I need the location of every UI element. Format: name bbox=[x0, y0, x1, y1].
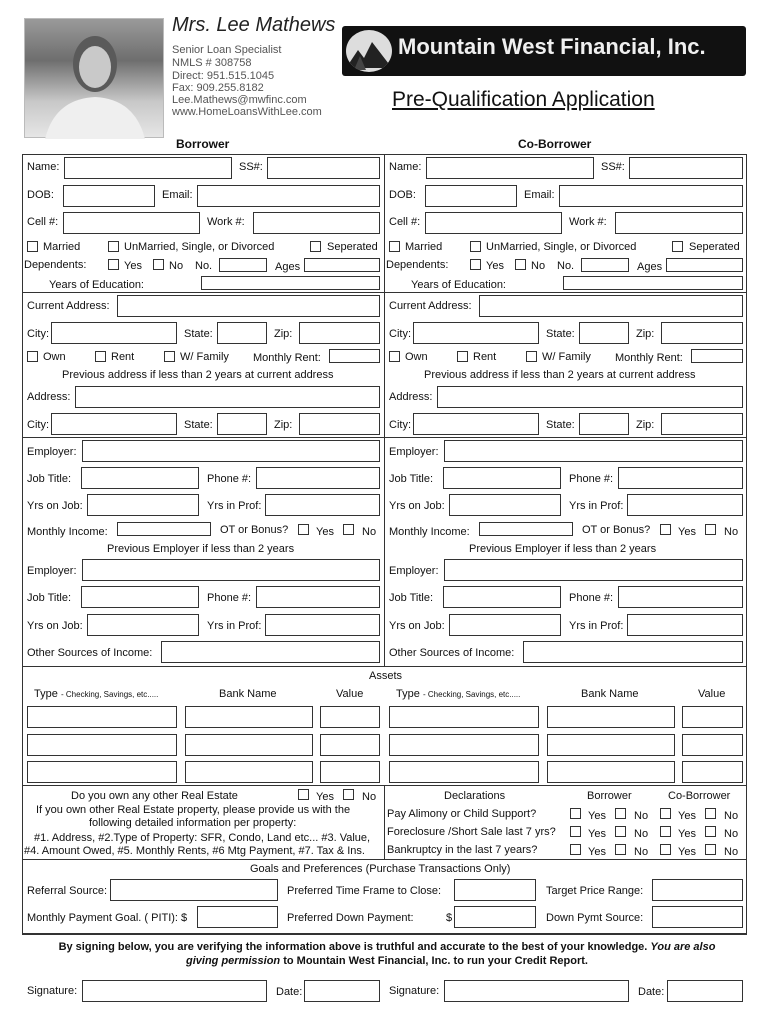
b-prev-city-label: City: bbox=[27, 419, 49, 431]
b-education-input[interactable] bbox=[201, 276, 380, 290]
signing-statement bbox=[52, 940, 722, 968]
declarations-title: Declarations bbox=[444, 790, 506, 802]
c-ot-no-checkbox[interactable] bbox=[705, 524, 716, 535]
b-city-input[interactable] bbox=[51, 322, 177, 344]
b-assets-value-header: Value bbox=[336, 688, 364, 700]
b-unmarried-label: UnMarried, Single, or Divorced bbox=[124, 241, 275, 253]
c-prev-job-label: Job Title: bbox=[389, 592, 434, 604]
c-asset-type-input-2[interactable] bbox=[389, 734, 539, 756]
b-other-income-input[interactable] bbox=[161, 641, 380, 663]
c-prev-yrs-job-input[interactable] bbox=[449, 614, 561, 636]
c-date-input[interactable] bbox=[667, 980, 743, 1002]
c-education-label: Years of Education: bbox=[411, 279, 506, 291]
b-asset-value-input-1[interactable] bbox=[320, 706, 380, 728]
b-own-label: Own bbox=[43, 351, 66, 363]
signing-statement-part1: By signing below, you are verifying the information above is truthful and accurate to the best of your knowledge. bbox=[58, 941, 648, 953]
b-ot-label: OT or Bonus? bbox=[220, 524, 289, 536]
c-work-label: Work #: bbox=[569, 216, 607, 228]
declaration-foreclosure-label: Foreclosure /Short Sale last 7 yrs? bbox=[387, 826, 556, 838]
b-ot-yes-label: Yes bbox=[316, 526, 334, 538]
b-asset-value-input-3[interactable] bbox=[320, 761, 380, 783]
b-married-checkbox[interactable] bbox=[27, 241, 38, 252]
c-job-input[interactable] bbox=[443, 467, 561, 489]
c-prev-zip-label: Zip: bbox=[636, 419, 655, 431]
c-asset-bank-input-2[interactable] bbox=[547, 734, 675, 756]
c-ss-input[interactable] bbox=[629, 157, 743, 179]
b-dependents-label: Dependents: bbox=[24, 259, 87, 271]
b-dependents-no-checkbox[interactable] bbox=[153, 259, 164, 270]
c-name-label: Name: bbox=[389, 161, 422, 173]
c-separated-label: Seperated bbox=[689, 241, 740, 253]
down-payment-dollar: $ bbox=[446, 912, 453, 924]
c-family-checkbox[interactable] bbox=[526, 351, 537, 362]
assets-title: Assets bbox=[369, 670, 403, 682]
c-monthly-rent-label: Monthly Rent: bbox=[615, 352, 683, 364]
c-prev-yrs-job-label: Yrs on Job: bbox=[389, 620, 445, 632]
b-asset-type-input-2[interactable] bbox=[27, 734, 177, 756]
b-employer-input[interactable] bbox=[82, 440, 380, 462]
target-price-label: Target Price Range: bbox=[546, 885, 644, 897]
c-prev-zip-input[interactable] bbox=[661, 413, 743, 435]
c-asset-type-input-1[interactable] bbox=[389, 706, 539, 728]
b-alimony-no-label: No bbox=[634, 810, 649, 822]
c-bankruptcy-yes-checkbox[interactable] bbox=[660, 844, 671, 855]
realestate-line1: If you own other Real Estate property, please provide us with the bbox=[36, 804, 351, 816]
realestate-no-checkbox[interactable] bbox=[343, 789, 354, 800]
declaration-alimony-label: Pay Alimony or Child Support? bbox=[387, 808, 537, 820]
b-assets-type-hint: - Checking, Savings, etc..... bbox=[61, 690, 159, 699]
c-ss-label: SS#: bbox=[601, 161, 625, 173]
b-signature-label: Signature: bbox=[27, 985, 78, 997]
b-asset-type-input-3[interactable] bbox=[27, 761, 177, 783]
c-city-input[interactable] bbox=[413, 322, 539, 344]
c-asset-type-input-3[interactable] bbox=[389, 761, 539, 783]
b-rent-label: Rent bbox=[111, 351, 135, 363]
c-dependents-no-label: No bbox=[531, 260, 546, 272]
realestate-no-label: No bbox=[362, 791, 377, 803]
c-unmarried-label: UnMarried, Single, or Divorced bbox=[486, 241, 637, 253]
c-foreclosure-yes-label: Yes bbox=[678, 828, 696, 840]
agent-website[interactable]: www.HomeLoansWithLee.com bbox=[172, 106, 322, 118]
c-dependents-number-label: No. bbox=[557, 260, 575, 272]
b-prev-employer-input[interactable] bbox=[82, 559, 380, 581]
c-prev-address-label: Address: bbox=[389, 391, 433, 403]
c-state-label: State: bbox=[546, 328, 575, 340]
referral-source-label: Referral Source: bbox=[27, 885, 108, 897]
c-assets-type-hint: - Checking, Savings, etc..... bbox=[423, 690, 521, 699]
c-yrs-prof-input[interactable] bbox=[627, 494, 743, 516]
logo-mountain-icon bbox=[346, 30, 392, 72]
c-rent-checkbox[interactable] bbox=[457, 351, 468, 362]
realestate-yes-checkbox[interactable] bbox=[298, 789, 309, 800]
c-alimony-yes-checkbox[interactable] bbox=[660, 808, 671, 819]
c-alimony-no-checkbox[interactable] bbox=[705, 808, 716, 819]
declaration-bankruptcy-label: Bankruptcy in the last 7 years? bbox=[387, 844, 538, 856]
down-payment-label: Preferred Down Payment: bbox=[287, 912, 414, 924]
c-prev-phone-input[interactable] bbox=[618, 586, 743, 608]
b-bankruptcy-yes-label: Yes bbox=[588, 846, 606, 858]
c-city-label: City: bbox=[389, 328, 411, 340]
c-previous-employer-note: Previous Employer if less than 2 years bbox=[469, 543, 657, 555]
b-employer-label: Employer: bbox=[27, 446, 77, 458]
c-employer-input[interactable] bbox=[444, 440, 743, 462]
agent-email[interactable]: Lee.Mathews@mwfinc.com bbox=[172, 94, 307, 106]
realestate-line4: #4. Amount Owed, #5. Monthly Rents, #6 Mtg Payment, #7. Tax & Ins. bbox=[24, 845, 365, 857]
b-bankruptcy-no-checkbox[interactable] bbox=[615, 844, 626, 855]
payment-goal-input[interactable] bbox=[197, 906, 278, 928]
b-prev-phone-input[interactable] bbox=[256, 586, 380, 608]
b-alimony-no-checkbox[interactable] bbox=[615, 808, 626, 819]
c-prev-address-input[interactable] bbox=[437, 386, 743, 408]
b-email-input[interactable] bbox=[197, 185, 380, 207]
b-family-checkbox[interactable] bbox=[164, 351, 175, 362]
agent-fax: Fax: 909.255.8182 bbox=[172, 82, 264, 94]
c-income-input[interactable] bbox=[479, 522, 573, 536]
c-asset-bank-input-3[interactable] bbox=[547, 761, 675, 783]
c-dependents-yes-checkbox[interactable] bbox=[470, 259, 481, 270]
b-prev-address-label: Address: bbox=[27, 391, 71, 403]
b-prev-state-label: State: bbox=[184, 419, 213, 431]
b-yrs-prof-input[interactable] bbox=[265, 494, 380, 516]
b-ss-input[interactable] bbox=[267, 157, 380, 179]
b-ages-input[interactable] bbox=[304, 258, 380, 272]
b-phone-label: Phone #: bbox=[207, 473, 252, 485]
c-assets-value-header: Value bbox=[698, 688, 726, 700]
c-own-checkbox[interactable] bbox=[389, 351, 400, 362]
c-other-income-label: Other Sources of Income: bbox=[389, 647, 515, 659]
b-income-label: Monthly Income: bbox=[27, 526, 108, 538]
b-current-address-input[interactable] bbox=[117, 295, 380, 317]
b-cell-input[interactable] bbox=[63, 212, 200, 234]
c-assets-type-header: Type bbox=[396, 688, 420, 700]
b-yrs-job-label: Yrs on Job: bbox=[27, 500, 83, 512]
b-separated-checkbox[interactable] bbox=[310, 241, 321, 252]
c-prev-state-input[interactable] bbox=[579, 413, 629, 435]
c-ot-no-label: No bbox=[724, 526, 739, 538]
c-dependents-number-input[interactable] bbox=[581, 258, 629, 272]
c-yrs-prof-label: Yrs in Prof: bbox=[569, 500, 624, 512]
c-job-label: Job Title: bbox=[389, 473, 434, 485]
c-prev-state-label: State: bbox=[546, 419, 575, 431]
b-cell-label: Cell #: bbox=[27, 216, 59, 228]
c-married-checkbox[interactable] bbox=[389, 241, 400, 252]
down-source-input[interactable] bbox=[652, 906, 743, 928]
b-dependents-number-input[interactable] bbox=[219, 258, 267, 272]
b-monthly-rent-label: Monthly Rent: bbox=[253, 352, 321, 364]
c-income-label: Monthly Income: bbox=[389, 526, 470, 538]
b-phone-input[interactable] bbox=[256, 467, 380, 489]
b-current-address-label: Current Address: bbox=[27, 300, 110, 312]
c-zip-label: Zip: bbox=[636, 328, 655, 340]
c-name-input[interactable] bbox=[426, 157, 594, 179]
c-own-label: Own bbox=[405, 351, 428, 363]
b-bankruptcy-no-label: No bbox=[634, 846, 649, 858]
c-yrs-job-label: Yrs on Job: bbox=[389, 500, 445, 512]
column-divider bbox=[384, 154, 385, 666]
b-own-checkbox[interactable] bbox=[27, 351, 38, 362]
b-dependents-no-label: No bbox=[169, 260, 184, 272]
signing-statement-part2: You are also giving permission bbox=[186, 941, 716, 967]
c-monthly-rent-input[interactable] bbox=[691, 349, 743, 363]
b-separated-label: Seperated bbox=[327, 241, 378, 253]
b-state-label: State: bbox=[184, 328, 213, 340]
borrower-heading: Borrower bbox=[176, 137, 230, 151]
realestate-line2: following detailed information per property: bbox=[89, 817, 297, 829]
c-previous-address-note: Previous address if less than 2 years at current address bbox=[424, 369, 696, 381]
b-prev-city-input[interactable] bbox=[51, 413, 177, 435]
b-job-label: Job Title: bbox=[27, 473, 72, 485]
b-prev-address-input[interactable] bbox=[75, 386, 380, 408]
b-prev-zip-label: Zip: bbox=[274, 419, 293, 431]
b-date-label: Date: bbox=[276, 986, 303, 998]
c-ages-input[interactable] bbox=[666, 258, 743, 272]
c-dependents-no-checkbox[interactable] bbox=[515, 259, 526, 270]
coborrower-heading: Co-Borrower bbox=[518, 137, 592, 151]
b-family-label: W/ Family bbox=[180, 351, 229, 363]
c-separated-checkbox[interactable] bbox=[672, 241, 683, 252]
b-previous-employer-note: Previous Employer if less than 2 years bbox=[107, 543, 295, 555]
b-foreclosure-yes-checkbox[interactable] bbox=[570, 826, 581, 837]
b-prev-job-input[interactable] bbox=[81, 586, 199, 608]
b-prev-state-input[interactable] bbox=[217, 413, 267, 435]
c-family-label: W/ Family bbox=[542, 351, 591, 363]
c-email-label: Email: bbox=[524, 189, 555, 201]
c-alimony-yes-label: Yes bbox=[678, 810, 696, 822]
realestate-question: Do you own any other Real Estate bbox=[71, 790, 238, 802]
b-other-income-label: Other Sources of Income: bbox=[27, 647, 153, 659]
declarations-coborrower-header: Co-Borrower bbox=[668, 790, 731, 802]
b-prev-employer-label: Employer: bbox=[27, 565, 77, 577]
c-signature-input[interactable] bbox=[444, 980, 629, 1002]
b-city-label: City: bbox=[27, 328, 49, 340]
b-foreclosure-yes-label: Yes bbox=[588, 828, 606, 840]
b-assets-type-header: Type bbox=[34, 688, 58, 700]
target-price-input[interactable] bbox=[652, 879, 743, 901]
b-prev-phone-label: Phone #: bbox=[207, 592, 252, 604]
c-rent-label: Rent bbox=[473, 351, 497, 363]
b-asset-value-input-2[interactable] bbox=[320, 734, 380, 756]
b-name-input[interactable] bbox=[64, 157, 232, 179]
c-prev-city-label: City: bbox=[389, 419, 411, 431]
b-yrs-prof-label: Yrs in Prof: bbox=[207, 500, 262, 512]
b-ss-label: SS#: bbox=[239, 161, 263, 173]
agent-direct: Direct: 951.515.1045 bbox=[172, 70, 275, 82]
b-zip-label: Zip: bbox=[274, 328, 293, 340]
b-income-input[interactable] bbox=[117, 522, 211, 536]
c-cell-input[interactable] bbox=[425, 212, 562, 234]
b-zip-input[interactable] bbox=[299, 322, 380, 344]
agent-name: Mrs. Lee Mathews bbox=[172, 14, 336, 36]
c-ot-yes-label: Yes bbox=[678, 526, 696, 538]
b-dependents-number-label: No. bbox=[195, 260, 213, 272]
b-previous-address-note: Previous address if less than 2 years at current address bbox=[62, 369, 334, 381]
c-prev-employer-input[interactable] bbox=[444, 559, 743, 581]
b-work-input[interactable] bbox=[253, 212, 380, 234]
c-prev-job-input[interactable] bbox=[443, 586, 561, 608]
company-logo bbox=[342, 26, 746, 76]
c-foreclosure-yes-checkbox[interactable] bbox=[660, 826, 671, 837]
down-payment-input[interactable] bbox=[454, 906, 536, 928]
c-email-input[interactable] bbox=[559, 185, 743, 207]
c-ot-yes-checkbox[interactable] bbox=[660, 524, 671, 535]
realestate-yes-label: Yes bbox=[316, 791, 334, 803]
c-ages-label: Ages bbox=[637, 261, 663, 273]
b-ot-no-label: No bbox=[362, 526, 377, 538]
b-prev-job-label: Job Title: bbox=[27, 592, 72, 604]
b-date-input[interactable] bbox=[304, 980, 380, 1002]
c-bankruptcy-yes-label: Yes bbox=[678, 846, 696, 858]
b-prev-yrs-prof-input[interactable] bbox=[265, 614, 380, 636]
c-alimony-no-label: No bbox=[724, 810, 739, 822]
b-prev-yrs-job-input[interactable] bbox=[87, 614, 199, 636]
c-other-income-input[interactable] bbox=[523, 641, 743, 663]
b-prev-yrs-prof-label: Yrs in Prof: bbox=[207, 620, 262, 632]
b-ot-yes-checkbox[interactable] bbox=[298, 524, 309, 535]
referral-source-input[interactable] bbox=[110, 879, 278, 901]
c-prev-yrs-prof-input[interactable] bbox=[627, 614, 743, 636]
b-email-label: Email: bbox=[162, 189, 193, 201]
c-asset-value-input-2[interactable] bbox=[682, 734, 743, 756]
c-dob-input[interactable] bbox=[425, 185, 517, 207]
c-assets-bank-header: Bank Name bbox=[581, 688, 639, 700]
c-work-input[interactable] bbox=[615, 212, 743, 234]
declarations-borrower-header: Borrower bbox=[587, 790, 632, 802]
b-foreclosure-no-label: No bbox=[634, 828, 649, 840]
b-unmarried-checkbox[interactable] bbox=[108, 241, 119, 252]
b-asset-type-input-1[interactable] bbox=[27, 706, 177, 728]
b-asset-bank-input-1[interactable] bbox=[185, 706, 313, 728]
c-education-input[interactable] bbox=[563, 276, 743, 290]
b-married-label: Married bbox=[43, 241, 81, 253]
b-name-label: Name: bbox=[27, 161, 60, 173]
b-signature-input[interactable] bbox=[82, 980, 267, 1002]
agent-photo bbox=[24, 18, 164, 138]
c-prev-phone-label: Phone #: bbox=[569, 592, 614, 604]
b-asset-bank-input-2[interactable] bbox=[185, 734, 313, 756]
c-prev-yrs-prof-label: Yrs in Prof: bbox=[569, 620, 624, 632]
b-ages-label: Ages bbox=[275, 261, 301, 273]
b-alimony-yes-checkbox[interactable] bbox=[570, 808, 581, 819]
b-rent-checkbox[interactable] bbox=[95, 351, 106, 362]
c-dob-label: DOB: bbox=[389, 189, 416, 201]
c-phone-input[interactable] bbox=[618, 467, 743, 489]
realestate-line3: #1. Address, #2.Type of Property: SFR, Condo, Land etc... #3. Value, bbox=[34, 832, 371, 844]
down-source-label: Down Pymt Source: bbox=[546, 912, 644, 924]
goals-title: Goals and Preferences (Purchase Transactions Only) bbox=[250, 863, 511, 875]
agent-title: Senior Loan Specialist bbox=[172, 44, 282, 56]
agent-nmls: NMLS # 308758 bbox=[172, 57, 252, 69]
b-alimony-yes-label: Yes bbox=[588, 810, 606, 822]
b-yrs-job-input[interactable] bbox=[87, 494, 199, 516]
c-signature-label: Signature: bbox=[389, 985, 440, 997]
c-phone-label: Phone #: bbox=[569, 473, 614, 485]
b-prev-yrs-job-label: Yrs on Job: bbox=[27, 620, 83, 632]
signing-statement-part3: to Mountain West Financial, Inc. to run your Credit Report. bbox=[283, 955, 588, 967]
c-prev-city-input[interactable] bbox=[413, 413, 539, 435]
c-dependents-label: Dependents: bbox=[386, 259, 449, 271]
b-education-label: Years of Education: bbox=[49, 279, 144, 291]
c-yrs-job-input[interactable] bbox=[449, 494, 561, 516]
payment-goal-label: Monthly Payment Goal. ( PITI): $ bbox=[27, 912, 188, 924]
c-married-label: Married bbox=[405, 241, 443, 253]
c-asset-bank-input-1[interactable] bbox=[547, 706, 675, 728]
c-employer-label: Employer: bbox=[389, 446, 439, 458]
c-asset-value-input-3[interactable] bbox=[682, 761, 743, 783]
b-dob-label: DOB: bbox=[27, 189, 54, 201]
c-current-address-input[interactable] bbox=[479, 295, 743, 317]
c-foreclosure-no-checkbox[interactable] bbox=[705, 826, 716, 837]
c-prev-employer-label: Employer: bbox=[389, 565, 439, 577]
b-job-input[interactable] bbox=[81, 467, 199, 489]
c-cell-label: Cell #: bbox=[389, 216, 421, 228]
b-monthly-rent-input[interactable] bbox=[329, 349, 380, 363]
b-dependents-yes-label: Yes bbox=[124, 260, 142, 272]
b-state-input[interactable] bbox=[217, 322, 267, 344]
c-ot-label: OT or Bonus? bbox=[582, 524, 651, 536]
b-dob-input[interactable] bbox=[63, 185, 155, 207]
b-prev-zip-input[interactable] bbox=[299, 413, 380, 435]
b-foreclosure-no-checkbox[interactable] bbox=[615, 826, 626, 837]
c-current-address-label: Current Address: bbox=[389, 300, 472, 312]
c-state-input[interactable] bbox=[579, 322, 629, 344]
b-assets-bank-header: Bank Name bbox=[219, 688, 277, 700]
c-foreclosure-no-label: No bbox=[724, 828, 739, 840]
b-work-label: Work #: bbox=[207, 216, 245, 228]
form-title: Pre-Qualification Application bbox=[392, 88, 655, 111]
b-bankruptcy-yes-checkbox[interactable] bbox=[570, 844, 581, 855]
c-bankruptcy-no-label: No bbox=[724, 846, 739, 858]
c-asset-value-input-1[interactable] bbox=[682, 706, 743, 728]
b-ot-no-checkbox[interactable] bbox=[343, 524, 354, 535]
b-asset-bank-input-3[interactable] bbox=[185, 761, 313, 783]
timeframe-input[interactable] bbox=[454, 879, 536, 901]
company-name: Mountain West Financial, Inc. bbox=[398, 34, 706, 59]
b-dependents-yes-checkbox[interactable] bbox=[108, 259, 119, 270]
c-bankruptcy-no-checkbox[interactable] bbox=[705, 844, 716, 855]
timeframe-label: Preferred Time Frame to Close: bbox=[287, 885, 442, 897]
c-date-label: Date: bbox=[638, 986, 665, 998]
c-zip-input[interactable] bbox=[661, 322, 743, 344]
c-dependents-yes-label: Yes bbox=[486, 260, 504, 272]
c-unmarried-checkbox[interactable] bbox=[470, 241, 481, 252]
